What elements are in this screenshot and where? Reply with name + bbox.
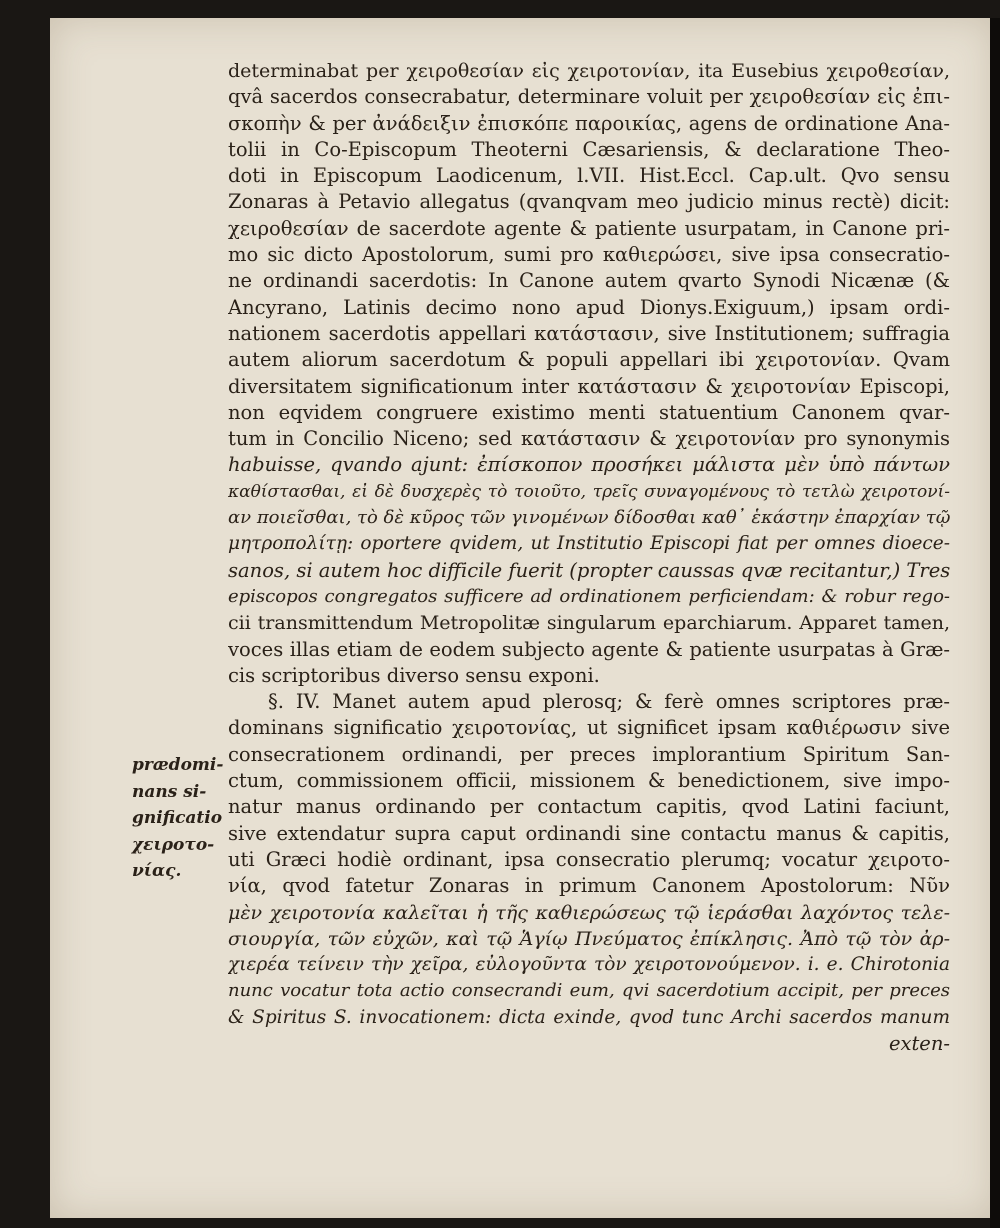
text-line: mo sic dicto Apostolorum, sumi pro καθιερώσει, sive ipsa consecratio- bbox=[228, 243, 950, 267]
margin-note-line: χειροτο- bbox=[132, 834, 215, 855]
text-line: nunc vocatur tota actio consecrandi eum, qvi sacerdotium accipit, per preces bbox=[228, 980, 950, 1002]
catchword: exten- bbox=[888, 1031, 950, 1055]
text-line: diversitatem significationum inter κατάστασιν & χειροτονίαν Episcopi, bbox=[228, 374, 950, 398]
margin-note-line: prædomi- bbox=[132, 755, 224, 775]
text-line: & Spiritus S. invocationem: dicta exinde, qvod tunc Archi sacerdos manum bbox=[228, 1006, 950, 1028]
text-line: non eqvidem congruere existimo menti statuentium Canonem qvar- bbox=[228, 400, 950, 424]
text-line: uti Græci hodiè ordinant, ipsa consecratio plerumq; vocatur χειροτο- bbox=[228, 847, 950, 871]
text-line: σκοπὴν & per ἀνάδειξιν ἐπισκόπε παροικίας, agens de ordinatione Ana- bbox=[228, 111, 950, 135]
page-body-text bbox=[228, 58, 950, 1057]
text-line: tolii in Co-Episcopum Theoterni Cæsariensis, & declaratione Theo- bbox=[228, 137, 950, 161]
text-line: habuisse, qvando ajunt: ἐπίσκοπον προσήκει μάλιστα μὲν ὑπὸ πάντων bbox=[228, 453, 950, 477]
text-line: ne ordinandi sacerdotis: In Canone autem qvarto Synodi Nicænæ (& bbox=[228, 269, 950, 293]
text-line: tum in Concilio Niceno; sed κατάστασιν & χειροτονίαν pro synonymis bbox=[228, 427, 950, 451]
text-line: consecrationem ordinandi, per preces implorantium Spiritum San- bbox=[228, 742, 950, 766]
text-line: μὲν χειροτονία καλεῖται ἡ τῆς καθιερώσεως τῷ ἱεράσθαι λαχόντος τελε- bbox=[228, 901, 950, 924]
text-line: μητροπολίτῃ: oportere qvidem, ut Institutio Episcopi fiat per omnes dioece- bbox=[228, 533, 950, 555]
margin-note-line: νίας. bbox=[132, 861, 182, 881]
text-line: voces illas etiam de eodem subjecto agente & patiente usurpatas à Græ- bbox=[228, 637, 950, 661]
text-line: καθίστασθαι, εἰ δὲ δυσχερὲς τὸ τοιοῦτο, τρεῖς συναγομένους τὸ τετλὼ χειροτονί- bbox=[228, 481, 950, 502]
text-line: αν ποιεῖσθαι, τὸ δὲ κῦρος τῶν γινομένων δίδοσθαι καθ᾽ ἑκάστην ἐπαρχίαν τῷ bbox=[228, 507, 950, 529]
text-line: dominans significatio χειροτονίας, ut significet ipsam καθιέρωσιν sive bbox=[228, 716, 950, 740]
text-line: νία, qvod fatetur Zonaras in primum Canonem Apostolorum: Νῦν bbox=[228, 874, 950, 898]
text-line: nationem sacerdotis appellari κατάστασιν, sive Institutionem; suffragia bbox=[228, 321, 950, 345]
text-line: ctum, commissionem officii, missionem & benedictionem, sive impo- bbox=[228, 769, 950, 793]
text-line: χειροθεσίαν de sacerdote agente & patiente usurpatam, in Canone pri- bbox=[228, 216, 950, 240]
margin-note-line: gnificatio bbox=[132, 808, 223, 828]
margin-note bbox=[132, 752, 232, 885]
text-line: sanos, si autem hoc difficile fuerit (propter caussas qvæ recitantur,) Tres bbox=[228, 558, 950, 582]
text-line: χιερέα τείνειν τὴν χεῖρα, εὐλογοῦντα τὸν χειροτονούμενον. i. e. Chirotonia bbox=[228, 954, 950, 976]
text-line: episcopos congregatos sufficere ad ordinationem perficiendam: & robur rego- bbox=[228, 585, 950, 607]
text-line: §. IV. Manet autem apud plerosq; & ferè omnes scriptores præ- bbox=[268, 690, 950, 714]
text-line: cii transmittendum Metropolitæ singularum eparchiarum. Apparet tamen, bbox=[228, 612, 950, 635]
text-line: σιουργία, τῶν εὐχῶν, καὶ τῷ Ἁγίῳ Πνεύματος ἐπίκλησις. Ἀπὸ τῷ τὸν ἀρ- bbox=[228, 927, 950, 950]
text-line: determinabat per χειροθεσίαν εἰς χειροτονίαν, ita Eusebius χειροθεσίαν, bbox=[228, 60, 950, 82]
text-line: cis scriptoribus diverso sensu exponi. bbox=[228, 663, 600, 687]
text-line: Ancyrano, Latinis decimo nono apud Dionys.Exiguum,) ipsam ordi- bbox=[228, 295, 950, 319]
text-line: autem aliorum sacerdotum & populi appellari ibi χειροτονίαν. Qvam bbox=[228, 348, 950, 372]
text-line: qvâ sacerdos consecrabatur, determinare voluit per χειροθεσίαν εἰς ἐπι- bbox=[228, 85, 950, 109]
text-line: Zonaras à Petavio allegatus (qvanqvam meo judicio minus rectè) dicit: bbox=[228, 190, 950, 214]
text-line: doti in Episcopum Laodicenum, l.VII. Hist.Eccl. Cap.ult. Qvo sensu bbox=[228, 164, 950, 188]
page-edge-shadow bbox=[990, 18, 1000, 1228]
text-line: natur manus ordinando per contactum capitis, qvod Latini faciunt, bbox=[228, 795, 950, 819]
text-line: sive extendatur supra caput ordinandi sine contactu manus & capitis, bbox=[228, 821, 950, 845]
margin-note-line: nans si- bbox=[132, 781, 207, 802]
